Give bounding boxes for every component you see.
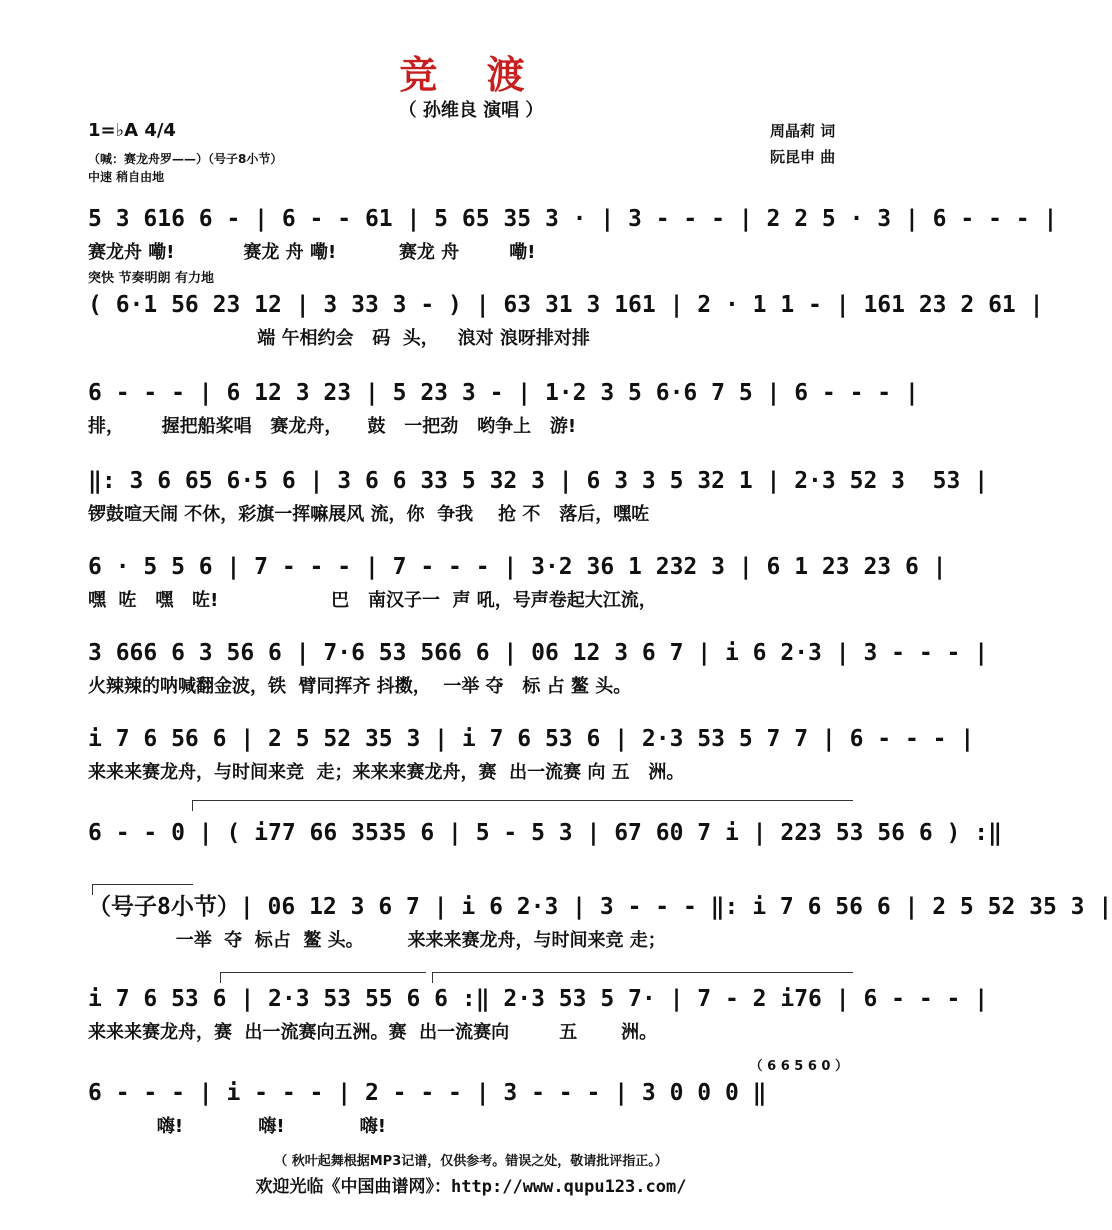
notes-line: 6 - - 0 | ( i77 66 3535 6 | 5 - 5 3 | 67 60 7 i | 223 53 56 6 ) :‖ <box>88 820 1002 846</box>
song-title: 竞 渡 <box>399 53 543 97</box>
system-mark <box>88 358 868 376</box>
lyrics-line: 嗨! 嗨! 嗨! <box>88 1116 386 1137</box>
lyrics-line: 火辣辣的呐喊翻金波，铁 臂同挥齐 抖擞， 一举 夺 标 占 鳌 头。 <box>88 676 632 697</box>
system-1 <box>88 184 1058 266</box>
lyrics-line: 来来来赛龙舟，与时间来竞 走；来来来赛龙舟，赛 出一流赛 向 五 洲。 <box>88 762 685 783</box>
notes-line: ( 6·1 56 23 12 | 3 33 3 - ) | 63 31 3 161 | 2 · 1 1 - | 161 23 2 61 | <box>88 292 1044 318</box>
tempo-marking: 中速 稍自由地 <box>88 170 165 184</box>
system-mark <box>88 446 868 464</box>
notes-line: 5 3 616 6 - | 6 - - 61 | 5 65 35 3 · | 3 - - - | 2 2 5 · 3 | 6 - - - | <box>88 206 1058 232</box>
lyrics-line: 排， 握把船桨唱 赛龙舟， 鼓 一把劲 哟争上 游! <box>88 416 577 437</box>
time-signature: 4/4 <box>144 120 176 141</box>
notes-line: i 7 6 56 6 | 2 5 52 35 3 | i 7 6 53 6 | 2·3 53 5 7 7 | 6 - - - | <box>88 726 975 752</box>
lyrics-line: 来来来赛龙舟，赛 出一流赛向五洲。赛 出一流赛向 五 洲。 <box>88 1022 658 1043</box>
lyrics-line: 嘿 咗 嘿 咗! 巴 南汉子一 声 吼，号声卷起大江流， <box>88 590 657 611</box>
system-7 <box>88 704 975 786</box>
system-mark: 突快 节奏明朗 有力地 <box>88 271 215 286</box>
system-5 <box>88 532 947 614</box>
website-link[interactable]: 欢迎光临《中国曲谱网》：http://www.qupu123.com/ <box>255 1177 687 1197</box>
system-mark <box>88 704 868 722</box>
transcriber-credit: （ 秋叶起舞根据MP3记谱，仅供参考。错误之处，敬请批评指正。） <box>274 1154 668 1169</box>
performer: （ 孙维良 演唱 ） <box>398 100 544 121</box>
system-mark <box>88 798 868 816</box>
notes-line: 6 - - - | i - - - | 2 - - - | 3 - - - | 3 0 0 0 ‖ <box>88 1080 767 1106</box>
system-mark <box>88 184 868 202</box>
notes-line: （号子8小节）| 06 12 3 6 7 | i 6 2·3 | 3 - - - ‖: i 7 6 56 6 | 2 5 52 35 3 | <box>88 894 1112 920</box>
notes-line: 6 - - - | 6 12 3 23 | 5 23 3 - | 1·2 3 5 6·6 7 5 | 6 - - - | <box>88 380 919 406</box>
lyrics-line: 赛龙舟 嘞! 赛龙 舟 嘞! 赛龙 舟 嘞! <box>88 242 536 263</box>
notes-line: 6 · 5 5 6 | 7 - - - | 7 - - - | 3·2 36 1 232 3 | 6 1 23 23 6 | <box>88 554 947 580</box>
system-10 <box>88 964 989 1046</box>
notes-line: i 7 6 53 6 | 2·3 53 55 6 6 :‖ 2·3 53 5 7· | 7 - 2 i76 | 6 - - - | <box>88 986 989 1012</box>
notes-line: ‖: 3 6 65 6·5 6 | 3 6 6 33 5 32 3 | 6 3 3 5 32 1 | 2·3 52 3 53 | <box>88 468 989 494</box>
system-11 <box>88 1058 868 1140</box>
lyrics-line: 一举 夺 标占 鳌 头。 来来来赛龙舟，与时间来竞 走； <box>88 930 666 951</box>
system-mark: （ 6 6 5 6 0 ） <box>749 1059 848 1074</box>
system-mark <box>88 964 868 982</box>
system-2 <box>88 270 1044 352</box>
notes-line: 3 666 6 3 56 6 | 7·6 53 566 6 | 06 12 3 6 7 | i 6 2·3 | 3 - - - | <box>88 640 989 666</box>
key-signature <box>88 120 176 141</box>
system-8 <box>88 798 1002 880</box>
system-6 <box>88 618 989 700</box>
lyricist: 周晶莉 词 <box>770 122 836 140</box>
lyrics-line: 端 午相约会 码 头， 浪对 浪呀排对排 <box>88 328 590 349</box>
composer: 阮昆申 曲 <box>770 148 836 166</box>
system-3 <box>88 358 919 440</box>
system-9 <box>88 872 1112 954</box>
intro-note: （喊：赛龙舟罗——）（号子8小节） <box>88 152 283 166</box>
system-mark <box>88 872 868 890</box>
system-mark <box>88 532 868 550</box>
system-mark <box>88 618 868 636</box>
system-4 <box>88 446 989 528</box>
lyrics-line: 锣鼓喧天闹 不休，彩旗一挥嘛展风 流，你 争我 抢 不 落后，嘿咗 <box>88 504 650 525</box>
key: 1=♭A <box>88 120 139 141</box>
